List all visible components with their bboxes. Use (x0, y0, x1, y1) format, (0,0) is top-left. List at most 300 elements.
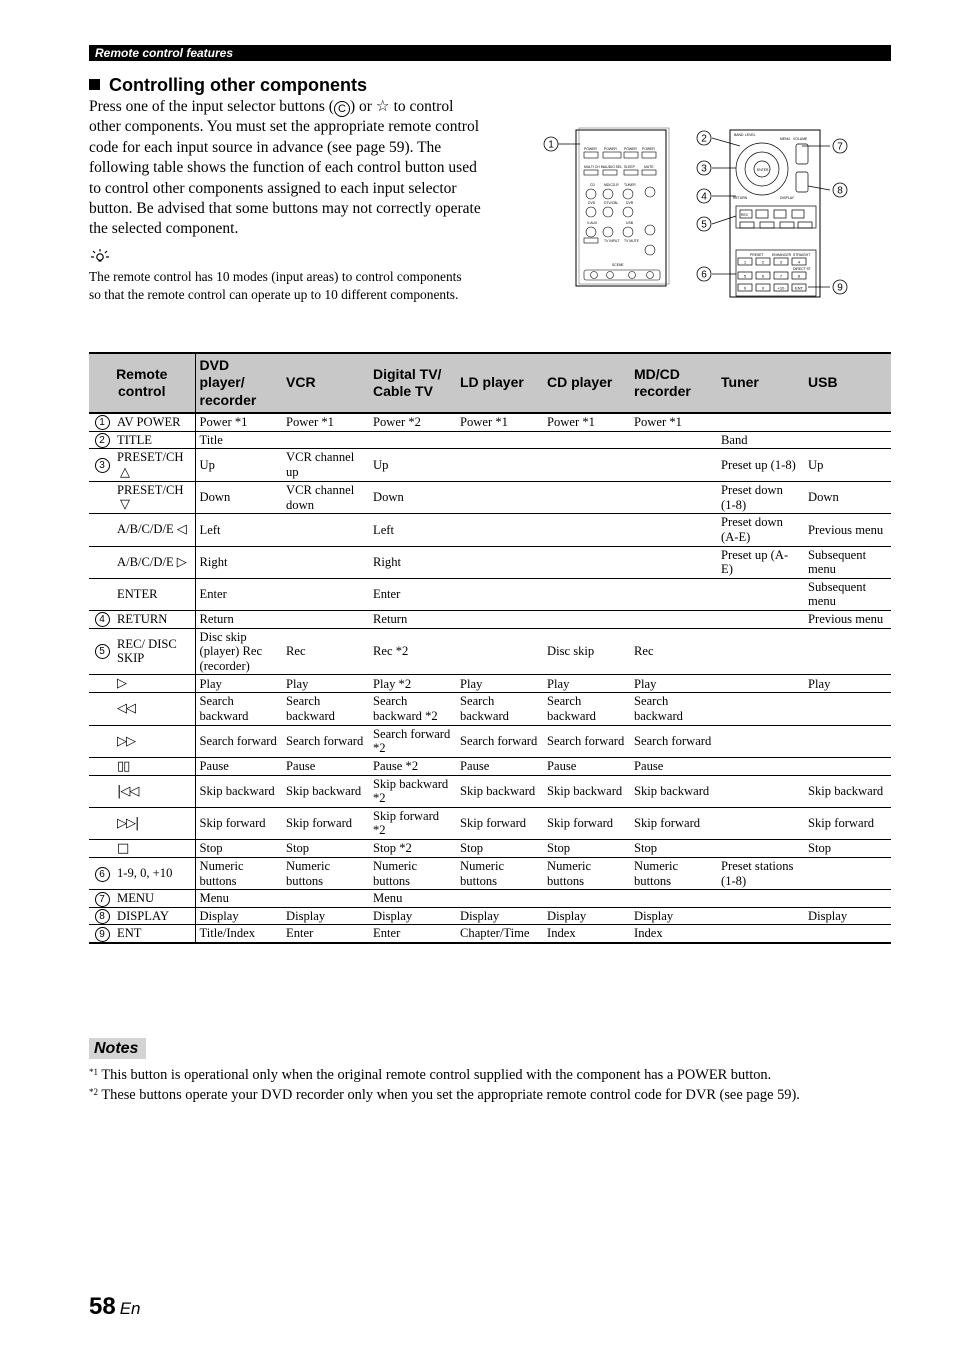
header-ld-player: LD player (456, 353, 543, 413)
fig-label: DTV/CBL (604, 201, 619, 205)
row-number-badge: 3 (95, 458, 110, 473)
function-cell (543, 610, 630, 628)
intro-text-2: ) or (349, 98, 376, 115)
fig-label: PRESET (750, 253, 764, 257)
table-row (89, 675, 891, 693)
page-number-value: 58 (89, 1293, 116, 1320)
function-cell: Preset stations (1-8) (717, 858, 804, 890)
function-cell: Pause (282, 757, 369, 775)
function-cell: Pause *2 (369, 757, 456, 775)
function-cell: Disc skip (543, 628, 630, 675)
function-cell: Pause (543, 757, 630, 775)
function-cell: Right (369, 546, 456, 578)
tip-lightbulb-icon (89, 248, 111, 264)
control-name: PRESET/CH (117, 482, 184, 497)
row-number-cell (89, 693, 115, 725)
fig-label: REC (741, 213, 749, 217)
function-cell: Pause (630, 757, 717, 775)
function-cell: Search forward (195, 725, 282, 757)
table-row (89, 907, 891, 925)
function-cell (717, 578, 804, 610)
function-cell (630, 890, 717, 908)
function-cell: Up (195, 449, 282, 482)
section-header-bar (89, 45, 891, 61)
function-cell: Play (456, 675, 543, 693)
function-cell: Play (543, 675, 630, 693)
table-row (89, 628, 891, 675)
callout-2: 2 (701, 133, 707, 145)
control-name-cell (115, 628, 195, 675)
row-number-badge: 4 (95, 612, 110, 627)
function-cell (717, 807, 804, 839)
function-cell (717, 840, 804, 858)
row-number-cell (89, 725, 115, 757)
function-cell (456, 514, 543, 546)
function-cell: Skip backward (543, 775, 630, 807)
control-symbol-icon: △ (120, 464, 129, 480)
function-cell: Skip forward (456, 807, 543, 839)
intro-paragraph (89, 97, 484, 240)
function-cell: Down (195, 481, 282, 514)
function-cell: Skip backward (804, 775, 891, 807)
fig-label: ENTER (757, 168, 769, 172)
row-number-cell (89, 610, 115, 628)
function-cell (543, 481, 630, 514)
function-cell (804, 757, 891, 775)
control-name: PRESET/CH (117, 450, 184, 465)
function-cell: Display (456, 907, 543, 925)
function-cell (543, 890, 630, 908)
fig-label: POWER (604, 147, 617, 151)
function-cell (717, 775, 804, 807)
function-cell: Play *2 (369, 675, 456, 693)
control-name: AV POWER (117, 415, 181, 429)
function-cell: Previous menu (804, 610, 891, 628)
function-cell: Skip backward (195, 775, 282, 807)
function-cell: Search forward (456, 725, 543, 757)
control-name-cell (115, 578, 195, 610)
function-cell (717, 757, 804, 775)
fig-label: SCENE (612, 263, 624, 267)
function-cell (456, 890, 543, 908)
table-row (89, 890, 891, 908)
fig-digit: 9 (743, 285, 747, 291)
function-cell: Rec (282, 628, 369, 675)
function-cell: Stop (195, 840, 282, 858)
row-number-cell (89, 858, 115, 890)
function-cell: Skip forward (630, 807, 717, 839)
row-number-cell (89, 431, 115, 449)
function-cell: Power *1 (282, 413, 369, 431)
fig-label: DVD (588, 201, 596, 205)
section-header-label: Remote control features (95, 46, 234, 60)
fig-label: LEVEL (745, 133, 756, 137)
table-row (89, 925, 891, 943)
table-row (89, 546, 891, 578)
function-cell: Search backward (282, 693, 369, 725)
fig-digit: 6 (761, 273, 765, 279)
notes-label-box (89, 1038, 146, 1059)
callout-7: 7 (837, 141, 843, 153)
control-name: RETURN (117, 611, 168, 626)
fig-label: POWER (642, 147, 655, 151)
function-cell: Menu (195, 890, 282, 908)
header-tuner: Tuner (717, 353, 804, 413)
function-cell (282, 578, 369, 610)
fig-digit: 7 (779, 273, 783, 279)
function-cell: Power *1 (543, 413, 630, 431)
function-cell (282, 514, 369, 546)
intro-text-1: Press one of the input selector buttons ( (89, 98, 334, 115)
function-cell: Display (543, 907, 630, 925)
function-cell: Left (195, 514, 282, 546)
function-cell (543, 449, 630, 482)
footnote-1-text: This button is operational only when the original remote control supplied with the component has a POWER button. (98, 1067, 772, 1083)
fig-label: POWER (624, 147, 637, 151)
footnote-2 (89, 1083, 800, 1104)
fig-digit: 1 (743, 259, 747, 265)
function-cell: Skip backward (630, 775, 717, 807)
function-cell: Play (282, 675, 369, 693)
function-cell: Skip forward (282, 807, 369, 839)
square-bullet-icon (89, 79, 100, 90)
function-cell: Display (369, 907, 456, 925)
row-number-cell (89, 628, 115, 675)
function-cell (630, 431, 717, 449)
function-cell: Search backward (195, 693, 282, 725)
header-usb: USB (804, 353, 891, 413)
control-name-cell (115, 431, 195, 449)
table-row (89, 578, 891, 610)
table-row (89, 725, 891, 757)
function-cell (456, 449, 543, 482)
function-cell: Numeric buttons (195, 858, 282, 890)
function-cell: Skip forward (804, 807, 891, 839)
fig-label: AUDIO SEL (604, 165, 623, 169)
fig-label: DIRECT ST (793, 267, 811, 271)
fig-digit: 8 (797, 273, 801, 279)
function-cell: Subsequent menu (804, 546, 891, 578)
function-cell: Title/Index (195, 925, 282, 943)
function-cell (804, 858, 891, 890)
table-header-row (89, 353, 891, 413)
footnote-1-mark: *1 (89, 1067, 98, 1077)
control-name-cell (115, 725, 195, 757)
function-cell: Stop (456, 840, 543, 858)
function-cell: VCR channel down (282, 481, 369, 514)
function-cell (717, 675, 804, 693)
header-vcr: VCR (282, 353, 369, 413)
function-cell: Up (804, 449, 891, 482)
fig-label: VOLUME (793, 137, 808, 141)
fig-label: STRAIGHT (793, 253, 811, 257)
table-row (89, 858, 891, 890)
control-name-cell (115, 413, 195, 431)
fig-digit: 2 (761, 259, 765, 265)
table-body (89, 413, 891, 943)
function-cell: Menu (369, 890, 456, 908)
notes-title: Notes (94, 1040, 139, 1057)
control-symbol-icon: ▷▷ (117, 733, 135, 749)
function-cell (804, 725, 891, 757)
control-name-cell (115, 925, 195, 943)
control-symbol-icon: ◁◁ (117, 701, 135, 717)
page-language: En (119, 1299, 141, 1318)
control-name-cell (115, 775, 195, 807)
function-cell: Display (195, 907, 282, 925)
callout-5: 5 (701, 219, 707, 231)
function-cell: Play (195, 675, 282, 693)
callout-3: 3 (701, 163, 707, 175)
table-row (89, 693, 891, 725)
control-name: 1-9, 0, +10 (117, 866, 173, 881)
control-name-cell (115, 449, 195, 482)
row-number-badge: 6 (95, 867, 110, 882)
function-cell: Search forward (282, 725, 369, 757)
fig-label: TUNER (624, 183, 636, 187)
intro-text-3: to control other components. You must set the appropriate remote control code for each input source in advance (see page 59). The following table shows the function of each control button used to control other components assigned to each input selector button. Be advised that some buttons may not correctly operate the selected component. (89, 98, 481, 238)
fig-digit: +10 (777, 285, 785, 291)
function-cell (630, 578, 717, 610)
control-name-cell (115, 907, 195, 925)
circle-c-icon: C (334, 101, 350, 117)
fig-digit: 5 (743, 273, 747, 279)
row-number-cell (89, 675, 115, 693)
control-name-cell (115, 890, 195, 908)
tip-text: The remote control has 10 modes (input areas) to control components so that the remote control can operate up to 10 different components. (89, 269, 462, 303)
function-cell (456, 610, 543, 628)
fig-label: TV MUTE (624, 239, 639, 243)
function-cell: Display (630, 907, 717, 925)
function-cell (282, 610, 369, 628)
callout-6: 6 (701, 269, 707, 281)
function-cell: Down (369, 481, 456, 514)
function-cell: Enter (282, 925, 369, 943)
heading-text: Controlling other components (109, 75, 367, 95)
header-cd-player: CD player (543, 353, 630, 413)
function-cell: Index (630, 925, 717, 943)
function-cell: Power *1 (630, 413, 717, 431)
callout-1: 1 (548, 139, 554, 151)
row-number-cell (89, 925, 115, 943)
fig-digit: 0 (761, 285, 765, 291)
function-cell (543, 578, 630, 610)
function-cell: Numeric buttons (456, 858, 543, 890)
function-cell: Skip forward *2 (369, 807, 456, 839)
function-cell: Chapter/Time (456, 925, 543, 943)
function-cell (282, 890, 369, 908)
table-row (89, 481, 891, 514)
row-number-cell (89, 481, 115, 514)
fig-label: TV INPUT (604, 239, 620, 243)
function-cell: Down (804, 481, 891, 514)
function-cell (804, 628, 891, 675)
function-cell (369, 431, 456, 449)
function-cell (282, 546, 369, 578)
control-name-cell (115, 840, 195, 858)
function-cell: Search backward (456, 693, 543, 725)
function-cell: Search forward *2 (369, 725, 456, 757)
fig-label: MD/CD-R (604, 183, 619, 187)
star-icon: ☆ (375, 98, 390, 115)
function-cell: Stop (543, 840, 630, 858)
function-cell: Numeric buttons (369, 858, 456, 890)
fig-label: USB (626, 221, 633, 225)
function-cell (543, 546, 630, 578)
function-cell: Enter (369, 578, 456, 610)
function-cell: Display (804, 907, 891, 925)
header-remote-control: Remote control (89, 353, 195, 413)
control-symbol-icon: ▷ (176, 554, 186, 570)
function-cell: Preset down (1-8) (717, 481, 804, 514)
control-symbol-icon: |◁◁ (117, 783, 139, 799)
function-cell (717, 610, 804, 628)
function-cell: Search forward (543, 725, 630, 757)
function-cell: Skip forward (543, 807, 630, 839)
function-cell: Stop (282, 840, 369, 858)
function-cell (717, 907, 804, 925)
control-name-cell (115, 481, 195, 514)
fig-digit: 3 (779, 259, 783, 265)
function-cell (630, 514, 717, 546)
control-symbol-icon: ▯▯ (117, 758, 130, 774)
row-number-badge: 9 (95, 927, 110, 942)
fig-digit: ENT (795, 285, 803, 291)
function-cell: VCR channel up (282, 449, 369, 482)
function-cell (456, 546, 543, 578)
row-number-cell (89, 807, 115, 839)
function-cell: Search backward *2 (369, 693, 456, 725)
control-name: TITLE (117, 432, 152, 447)
fig-label: SLEEP (624, 165, 635, 169)
control-name: ENT (117, 926, 142, 941)
function-cell (456, 578, 543, 610)
row-number-cell (89, 449, 115, 482)
row-number-cell (89, 578, 115, 610)
header-md-cd-recorder: MD/CD recorder (630, 353, 717, 413)
function-cell: Power *1 (456, 413, 543, 431)
control-name: DISPLAY (117, 908, 170, 923)
control-name: A/B/C/D/E (117, 554, 174, 569)
function-cell: Band (717, 431, 804, 449)
function-cell (717, 628, 804, 675)
table-row (89, 514, 891, 546)
fig-label: ENHANCER (772, 253, 792, 257)
page-number (89, 1293, 141, 1321)
function-cell (543, 514, 630, 546)
header-digital-tv: Digital TV/ Cable TV (369, 353, 456, 413)
fig-label: MULTI CH IN (584, 165, 605, 169)
callout-8: 8 (837, 185, 843, 197)
function-cell (456, 431, 543, 449)
function-cell: Index (543, 925, 630, 943)
control-name-cell (115, 858, 195, 890)
fig-label: V-AUX (587, 221, 598, 225)
function-cell (630, 449, 717, 482)
function-cell (456, 628, 543, 675)
control-symbol-icon: ▽ (120, 497, 129, 513)
function-cell: Stop *2 (369, 840, 456, 858)
remote-control-figure (540, 126, 860, 298)
function-cell: Power *2 (369, 413, 456, 431)
function-cell: Enter (195, 578, 282, 610)
function-cell: Rec (630, 628, 717, 675)
function-cell: Pause (195, 757, 282, 775)
fig-label: BAND (734, 133, 744, 137)
row-number-badge: 8 (95, 909, 110, 924)
row-number-badge: 1 (95, 415, 110, 430)
callout-9: 9 (837, 282, 843, 294)
function-cell: Disc skip (player) Rec (recorder) (195, 628, 282, 675)
table-row (89, 449, 891, 482)
function-cell (804, 693, 891, 725)
control-name-cell (115, 757, 195, 775)
function-cell: Preset down (A-E) (717, 514, 804, 546)
table-row (89, 413, 891, 431)
function-cell: Skip backward (456, 775, 543, 807)
row-number-cell (89, 413, 115, 431)
function-cell: Numeric buttons (630, 858, 717, 890)
row-number-badge: 7 (95, 892, 110, 907)
row-number-badge: 2 (95, 433, 110, 448)
function-cell (543, 431, 630, 449)
control-symbol-icon: □ (117, 841, 129, 857)
row-number-cell (89, 514, 115, 546)
fig-label: RETURN (733, 196, 748, 200)
function-cell: Play (630, 675, 717, 693)
row-number-cell (89, 757, 115, 775)
fig-label: CD (590, 183, 595, 187)
row-number-cell (89, 890, 115, 908)
control-name-cell (115, 675, 195, 693)
function-cell (804, 925, 891, 943)
table-row (89, 775, 891, 807)
function-cell: Right (195, 546, 282, 578)
control-symbol-icon: ▷▷| (117, 815, 139, 831)
function-cell (282, 431, 369, 449)
function-cell (630, 610, 717, 628)
section-heading (89, 74, 367, 96)
control-name: REC/ DISC SKIP (117, 636, 177, 666)
callout-4: 4 (701, 191, 707, 203)
function-cell: Numeric buttons (543, 858, 630, 890)
function-cell: Search forward (630, 725, 717, 757)
control-symbol-icon: ◁ (176, 522, 186, 538)
fig-digit: 4 (797, 259, 801, 265)
function-cell: Skip backward (282, 775, 369, 807)
function-cell: Up (369, 449, 456, 482)
function-cell (804, 413, 891, 431)
fig-label: DVR (626, 201, 634, 205)
function-cell (717, 725, 804, 757)
function-cell: Search backward (630, 693, 717, 725)
footnote-2-text: These buttons operate your DVD recorder only when you set the appropriate remote control code for DVR (see page 59). (98, 1087, 800, 1103)
function-cell (717, 890, 804, 908)
function-cell: Enter (369, 925, 456, 943)
row-number-cell (89, 546, 115, 578)
function-cell: Skip backward *2 (369, 775, 456, 807)
function-cell (717, 693, 804, 725)
function-cell: Left (369, 514, 456, 546)
row-number-cell (89, 840, 115, 858)
control-name-cell (115, 546, 195, 578)
function-cell (630, 546, 717, 578)
function-cell: Pause (456, 757, 543, 775)
table-row (89, 840, 891, 858)
table-row (89, 610, 891, 628)
table-row (89, 807, 891, 839)
function-cell: Subsequent menu (804, 578, 891, 610)
